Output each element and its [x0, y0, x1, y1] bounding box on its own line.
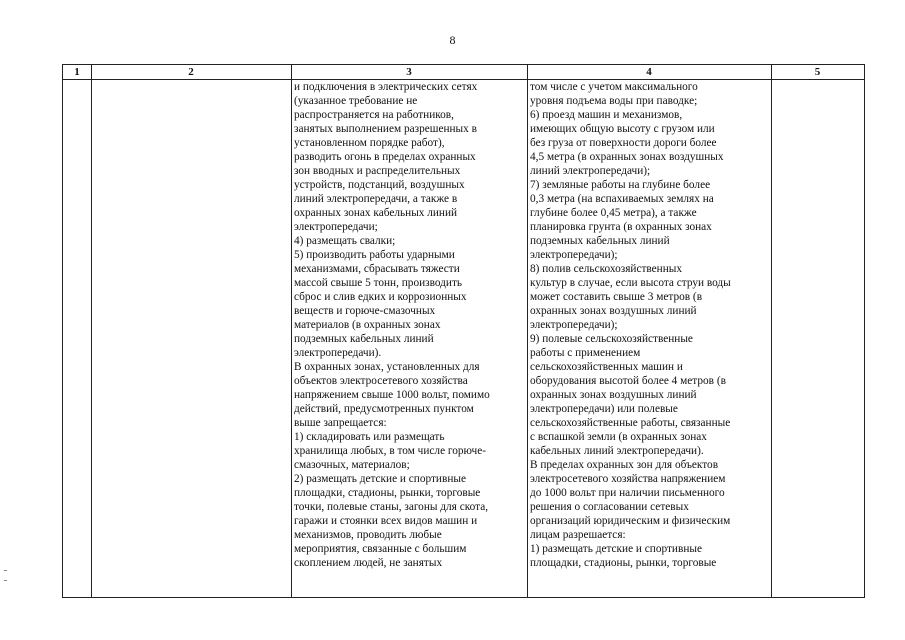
text-line: механизмами, сбрасывать тяжести — [294, 263, 460, 275]
scan-edge-mark — [4, 580, 7, 581]
text-line: устройств, подстанций, воздушных — [294, 179, 465, 191]
text-line: В охранных зонах, установленных для — [294, 361, 480, 373]
text-line: электропередачи); — [530, 319, 618, 331]
text-line: установленном порядке работ), — [294, 137, 445, 149]
header-col-5: 5 — [814, 66, 821, 78]
text-line: без груза от поверхности дороги более — [530, 137, 717, 149]
text-line: 1) складировать или размещать — [294, 431, 445, 443]
text-line: 4,5 метра (в охранных зонах воздушных — [530, 151, 724, 163]
text-line: с вспашкой земли (в охранных зонах — [530, 431, 707, 443]
text-line: сельскохозяйственных машин и — [530, 361, 683, 373]
text-line: (указанное требование не — [294, 95, 418, 107]
text-line: разводить огонь в пределах охранных — [294, 151, 476, 163]
text-line: организаций юридическим и физическим — [530, 515, 731, 527]
text-line: глубине более 0,45 метра), а также — [530, 207, 697, 219]
page-number: 8 — [449, 33, 456, 47]
text-line: смазочных, материалов; — [294, 459, 410, 471]
column-3-text — [294, 80, 490, 570]
text-line: скоплением людей, не занятых — [294, 557, 443, 569]
text-line: и подключения в электрических сетях — [294, 81, 478, 93]
text-line: решения о согласовании сетевых — [530, 501, 689, 513]
text-line: оборудования высотой более 4 метров (в — [530, 375, 726, 387]
text-line: 8) полив сельскохозяйственных — [530, 263, 683, 275]
text-line: планировка грунта (в охранных зонах — [530, 221, 712, 233]
text-line: зон вводных и распределительных — [294, 165, 461, 177]
text-line: лицам разрешается: — [530, 529, 626, 541]
text-line: электропередачи); — [530, 249, 618, 261]
text-line: напряжением свыше 1000 вольт, помимо — [294, 389, 490, 401]
text-line: материалов (в охранных зонах — [294, 319, 441, 331]
column-4-text — [530, 80, 731, 570]
text-line: электросетевого хозяйства напряжением — [530, 473, 726, 485]
text-line: охранных зонах воздушных линий — [530, 305, 697, 317]
text-line: уровня подъема воды при паводке; — [530, 95, 698, 107]
header-col-3: 3 — [406, 66, 412, 78]
text-line: 5) производить работы ударными — [294, 249, 455, 261]
text-line: кабельных линий электропередачи). — [530, 445, 704, 457]
header-col-2: 2 — [188, 66, 194, 78]
text-line: подземных кабельных линий — [530, 235, 670, 247]
text-line: выше запрещается: — [294, 417, 387, 429]
text-line: площадки, стадионы, рынки, торговые — [530, 557, 717, 569]
text-line: имеющих общую высоту с грузом или — [530, 123, 715, 135]
text-line: гаражи и стоянки всех видов машин и — [294, 515, 478, 527]
text-line: 4) размещать свалки; — [294, 235, 396, 247]
text-line: охранных зонах воздушных линий — [530, 389, 697, 401]
text-line: охранных зонах кабельных линий — [294, 207, 458, 219]
text-line: электропередачи) или полевые — [530, 403, 678, 415]
text-line: 7) земляные работы на глубине более — [530, 179, 711, 191]
text-line: линий электропередачи, а также в — [294, 193, 458, 205]
column-divider — [771, 65, 772, 597]
column-divider — [527, 65, 528, 597]
header-col-1: 1 — [74, 66, 80, 78]
column-divider — [291, 65, 292, 597]
text-line: может составить свыше 3 метров (в — [530, 291, 703, 303]
text-line: механизмов, проводить любые — [294, 529, 442, 541]
regulation-table — [62, 64, 865, 598]
text-line: В пределах охранных зон для объектов — [530, 459, 719, 471]
text-line: 6) проезд машин и механизмов, — [530, 109, 683, 121]
table-header-row — [63, 65, 864, 80]
text-line: 0,3 метра (на вспахиваемых землях на — [530, 193, 714, 205]
text-line: 9) полевые сельскохозяйственные — [530, 333, 693, 345]
text-line: 1) размещать детские и спортивные — [530, 543, 702, 555]
text-line: массой свыше 5 тонн, производить — [294, 277, 463, 289]
text-line: площадки, стадионы, рынки, торговые — [294, 487, 481, 499]
text-line: сельскохозяйственные работы, связанные — [530, 417, 731, 429]
text-line: подземных кабельных линий — [294, 333, 434, 345]
text-line: сброс и слив едких и коррозионных — [294, 291, 467, 303]
text-line: точки, полевые станы, загоны для скота, — [294, 501, 489, 513]
column-divider — [91, 65, 92, 597]
text-line: действий, предусмотренных пунктом — [294, 403, 474, 415]
text-line: до 1000 вольт при наличии письменного — [530, 487, 725, 499]
header-col-4: 4 — [646, 66, 652, 78]
text-line: мероприятия, связанные с большим — [294, 543, 467, 555]
text-line: линий электропередачи); — [530, 165, 651, 177]
text-line: 2) размещать детские и спортивные — [294, 473, 466, 485]
text-line: веществ и горюче-смазочных — [294, 305, 436, 317]
text-line: хранилища любых, в том числе горюче- — [294, 445, 487, 457]
text-line: распространяется на работников, — [294, 109, 454, 121]
text-line: занятых выполнением разрешенных в — [294, 123, 477, 135]
text-line: электропередачи; — [294, 221, 378, 233]
scan-edge-mark — [4, 570, 7, 571]
text-line: культур в случае, если высота струи воды — [530, 277, 731, 289]
text-line: электропередачи). — [294, 347, 382, 359]
text-line: объектов электросетевого хозяйства — [294, 375, 468, 387]
text-line: том числе с учетом максимального — [530, 81, 698, 93]
text-line: работы с применением — [530, 347, 641, 359]
